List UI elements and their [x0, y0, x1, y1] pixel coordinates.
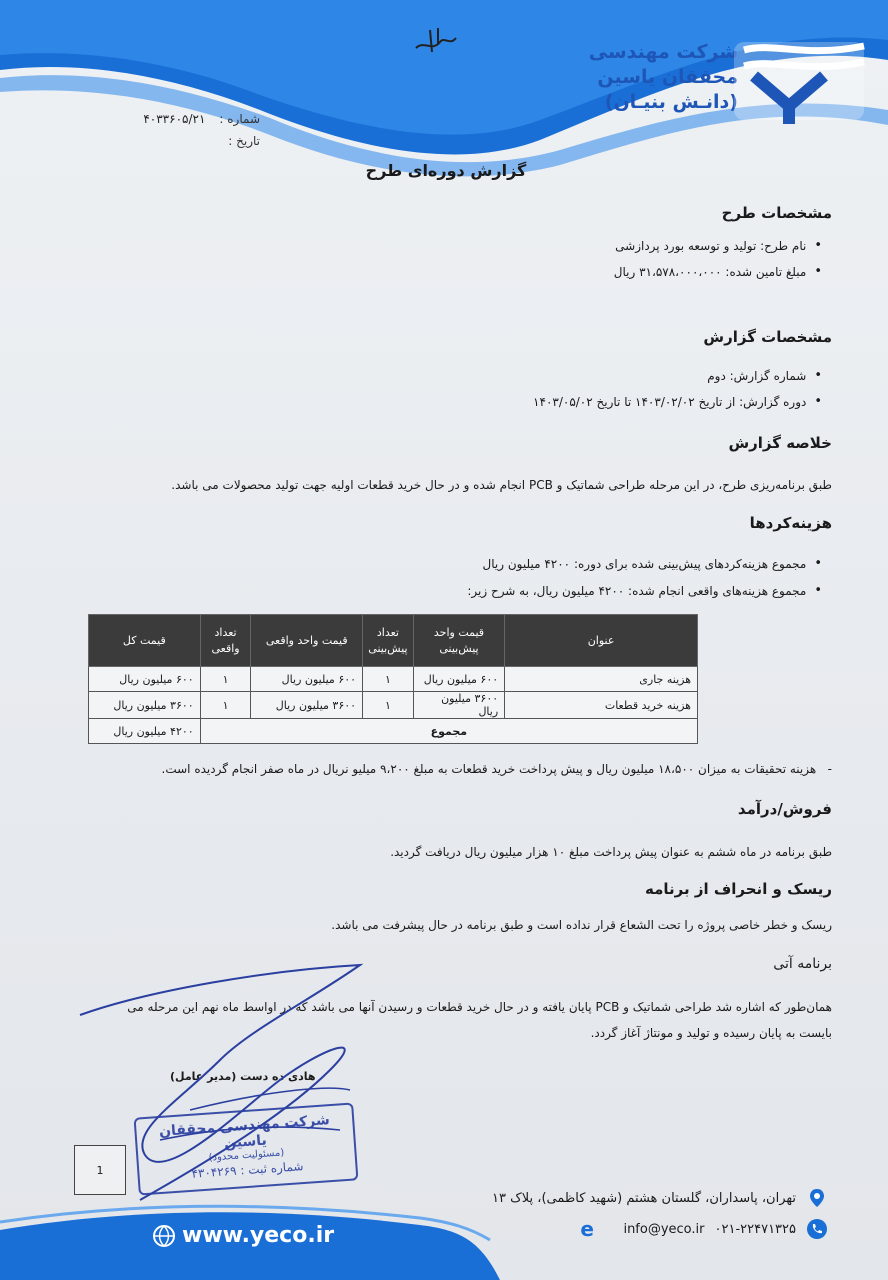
table-cell: ۶۰۰ میلیون ریال — [89, 667, 201, 692]
number-value: ۴۰۳۳۶۰۵/۲۱ — [143, 112, 206, 126]
company-stamp: شرکت مهندسی محققان یاسین (مسئولیت محدود) شماره ثبت : ۴۳۰۴۲۶۹ — [134, 1102, 359, 1195]
future-text-line2: بایست به پایان رسیده و تولید و مونتاژ آغاز گردد. — [590, 1026, 832, 1040]
basmala-calligraphy — [410, 22, 460, 58]
table-cell: ۳۶۰۰ میلیون ریال — [89, 692, 201, 719]
column-header: عنوان — [505, 615, 698, 667]
table-header-row — [89, 615, 698, 667]
table-cell: ۱ — [363, 692, 414, 719]
heading-report-spec: مشخصات گزارش — [703, 328, 832, 346]
footer-phone: ۰۲۱-۲۲۴۷۱۳۲۵ — [714, 1221, 796, 1237]
future-text-line1: همان‌طور که اشاره شد طراحی شماتیک و PCB پایان یافته و در حال خرید قطعات و رسیدن آنها می باشد که در اواسط ماه نهم این مرحله می — [127, 1000, 832, 1014]
footer-email[interactable]: info@yeco.ir — [623, 1221, 705, 1237]
table-cell: ۳۶۰۰ میلیون ریال — [251, 692, 363, 719]
table-row — [89, 667, 698, 692]
column-header: قیمت کل — [89, 615, 201, 667]
heading-summary: خلاصه گزارش — [728, 434, 832, 452]
table-cell: ۱ — [200, 667, 251, 692]
heading-future: برنامه آتی — [773, 956, 832, 972]
list-item: • مبلغ تامین شده: ۳۱،۵۷۸،۰۰۰،۰۰۰ ریال — [613, 264, 822, 279]
list-item: • مجموع هزینه‌کردهای پیش‌بینی شده برای دوره: ۴۲۰۰ میلیون ریال — [482, 556, 822, 571]
total-value: ۴۲۰۰ میلیون ریال — [89, 719, 201, 744]
column-header: قیمت واحد واقعی — [251, 615, 363, 667]
number-label: شماره : — [219, 112, 260, 126]
table-cell: ۳۶۰۰ میلیون ریال — [413, 692, 504, 719]
globe-icon — [152, 1224, 176, 1248]
column-header: قیمت واحد پیش‌بینی — [413, 615, 504, 667]
footer-address: تهران، پاسداران، گلستان هشتم (شهید کاظمی)، پلاک ۱۳ — [492, 1187, 828, 1209]
table-cell: ۱ — [363, 667, 414, 692]
table-cell: ۶۰۰ میلیون ریال — [251, 667, 363, 692]
total-label: مجموع — [200, 719, 697, 744]
heading-plan-spec: مشخصات طرح — [721, 204, 832, 222]
list-item: • نام طرح: تولید و توسعه بورد پردازشی — [615, 238, 822, 253]
table-cell: ۱ — [200, 692, 251, 719]
list-item: • مجموع هزینه‌های واقعی انجام شده: ۴۲۰۰ میلیون ریال، به شرح زیر: — [467, 583, 822, 598]
footer-website[interactable]: www.yeco.ir — [152, 1223, 334, 1248]
list-item: • شماره گزارش: دوم — [707, 368, 822, 383]
manager-name: هادی ده دست (مدیر عامل) — [170, 1070, 316, 1083]
column-header: تعداد واقعی — [200, 615, 251, 667]
heading-revenue: فروش/درآمد — [737, 800, 832, 818]
heading-costs: هزینه‌کردها — [749, 514, 832, 532]
document-meta — [100, 108, 260, 152]
table-cell: هزینه جاری — [505, 667, 698, 692]
company-name: شرکت مهندسی محققان یاسین (دانـش بنیـان) — [588, 41, 738, 113]
list-item: • دوره گزارش: از تاریخ ۱۴۰۳/۰۲/۰۲ تا تاریخ ۱۴۰۳/۰۵/۰۲ — [533, 394, 822, 409]
risk-text: ریسک و خطر خاصی پروژه را تحت الشعاع قرار نداده است و طبق برنامه در حال پیشرفت می باشد. — [331, 918, 832, 932]
handwritten-signature — [70, 960, 450, 1210]
column-header: تعداد پیش‌بینی — [363, 615, 414, 667]
company-logo — [724, 36, 874, 126]
footer-wave-decoration — [0, 1200, 888, 1280]
table-cell: هزینه خرید قطعات — [505, 692, 698, 719]
table-row — [89, 692, 698, 719]
page-number: 1 — [74, 1145, 126, 1195]
costs-note: - هزینه تحقیقات به میزان ۱۸،۵۰۰ میلیون ریال و پیش پرداخت خرید قطعات به مبلغ ۹،۲۰۰ میلیو نریال در ماه صفر انجام گردیده است. — [161, 762, 832, 776]
table-cell: ۶۰۰ میلیون ریال — [413, 667, 504, 692]
costs-table — [88, 614, 698, 744]
svg-text:e: e — [580, 1217, 595, 1241]
summary-text: طبق برنامه‌ریزی طرح، در این مرحله طراحی شماتیک و PCB انجام شده و در حال خرید قطعات اولیه جهت تولید محصولات می باشد. — [171, 478, 832, 492]
page-title: گزارش دوره‌ای طرح — [365, 161, 527, 180]
heading-risk: ریسک و انحراف از برنامه — [645, 880, 832, 898]
date-label: تاریخ : — [228, 134, 260, 148]
table-total-row — [89, 719, 698, 744]
revenue-text: طبق برنامه در ماه ششم به عنوان پیش پرداخت مبلغ ۱۰ هزار میلیون ریال دریافت گردید. — [390, 845, 832, 859]
